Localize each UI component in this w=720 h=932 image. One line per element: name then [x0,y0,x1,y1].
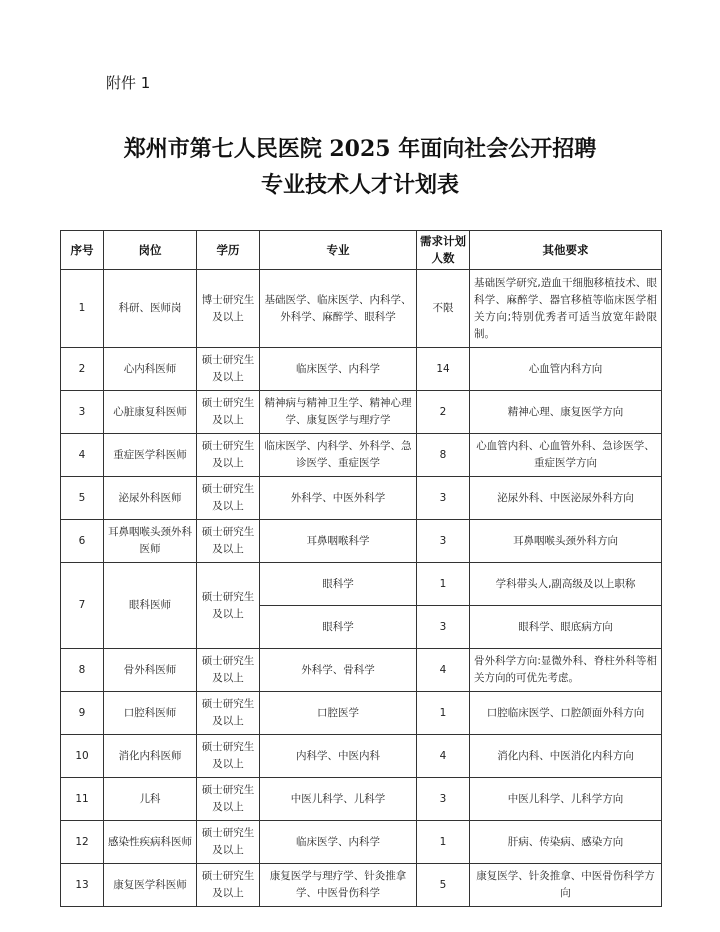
header-no: 序号 [61,231,104,270]
cell-major: 基础医学、临床医学、内科学、外科学、麻醉学、眼科学 [260,270,417,348]
cell-requirements: 消化内科、中医消化内科方向 [470,735,662,778]
document-title-line-1: 郑州市第七人民医院 2025 年面向社会公开招聘 [123,136,597,162]
cell-major: 外科学、骨科学 [260,649,417,692]
cell-position: 康复医学科医师 [104,864,197,907]
table-row [61,391,662,434]
table-row [61,477,662,520]
cell-no: 5 [61,477,104,520]
attachment-label: 附件 1 [106,74,151,92]
cell-quota: 1 [417,563,470,606]
cell-major: 中医儿科学、儿科学 [260,778,417,821]
cell-quota: 1 [417,692,470,735]
cell-position: 儿科 [104,778,197,821]
cell-position: 口腔科医师 [104,692,197,735]
cell-education: 硕士研究生及以上 [197,520,260,563]
cell-education: 硕士研究生及以上 [197,821,260,864]
header-major: 专业 [260,231,417,270]
cell-major: 内科学、中医内科 [260,735,417,778]
cell-education: 硕士研究生及以上 [197,391,260,434]
table-row [61,735,662,778]
cell-requirements: 精神心理、康复医学方向 [470,391,662,434]
cell-quota: 4 [417,649,470,692]
cell-requirements: 心血管内科、心血管外科、急诊医学、重症医学方向 [470,434,662,477]
table-row [61,821,662,864]
cell-quota: 14 [417,348,470,391]
table-row [61,864,662,907]
cell-major: 外科学、中医外科学 [260,477,417,520]
cell-quota: 不限 [417,270,470,348]
cell-requirements: 基础医学研究,造血干细胞移植技术、眼科学、麻醉学、器官移植等临床医学相关方向;特别优秀者可适当放宽年龄限制。 [470,270,662,348]
cell-education: 硕士研究生及以上 [197,348,260,391]
cell-requirements: 骨外科学方向:显微外科、脊柱外科等相关方向的可优先考虑。 [470,649,662,692]
cell-major: 临床医学、内科学 [260,348,417,391]
table-row [61,270,662,348]
cell-education: 硕士研究生及以上 [197,434,260,477]
cell-education: 博士研究生及以上 [197,270,260,348]
cell-position: 耳鼻咽喉头颈外科医师 [104,520,197,563]
cell-requirements: 学科带头人,副高级及以上职称 [470,563,662,606]
cell-major: 临床医学、内科学、外科学、急诊医学、重症医学 [260,434,417,477]
cell-requirements: 泌尿外科、中医泌尿外科方向 [470,477,662,520]
cell-no: 1 [61,270,104,348]
header-requirements: 其他要求 [470,231,662,270]
cell-position: 感染性疾病科医师 [104,821,197,864]
cell-major: 康复医学与理疗学、针灸推拿学、中医骨伤科学 [260,864,417,907]
cell-quota: 3 [417,606,470,649]
cell-requirements: 康复医学、针灸推拿、中医骨伤科学方向 [470,864,662,907]
header-education: 学历 [197,231,260,270]
cell-education: 硕士研究生及以上 [197,477,260,520]
cell-no: 12 [61,821,104,864]
table-row [61,649,662,692]
cell-major: 眼科学 [260,563,417,606]
header-quota: 需求计划人数 [417,231,470,270]
cell-education: 硕士研究生及以上 [197,649,260,692]
cell-requirements: 中医儿科学、儿科学方向 [470,778,662,821]
cell-major: 精神病与精神卫生学、精神心理学、康复医学与理疗学 [260,391,417,434]
cell-quota: 5 [417,864,470,907]
cell-education: 硕士研究生及以上 [197,778,260,821]
cell-education: 硕士研究生及以上 [197,692,260,735]
cell-position: 心内科医师 [104,348,197,391]
cell-position: 眼科医师 [104,563,197,649]
cell-major: 耳鼻咽喉科学 [260,520,417,563]
cell-major: 口腔医学 [260,692,417,735]
document-title-line-2: 专业技术人才计划表 [260,172,459,198]
table-row [61,434,662,477]
cell-position: 科研、医师岗 [104,270,197,348]
cell-position: 消化内科医师 [104,735,197,778]
cell-no: 6 [61,520,104,563]
cell-quota: 1 [417,821,470,864]
cell-major: 临床医学、内科学 [260,821,417,864]
table-row [61,348,662,391]
table-header-row [61,231,662,270]
cell-requirements: 口腔临床医学、口腔颌面外科方向 [470,692,662,735]
cell-no: 10 [61,735,104,778]
cell-no: 9 [61,692,104,735]
cell-no: 8 [61,649,104,692]
cell-requirements: 耳鼻咽喉头颈外科方向 [470,520,662,563]
cell-major: 眼科学 [260,606,417,649]
cell-requirements: 心血管内科方向 [470,348,662,391]
cell-no: 4 [61,434,104,477]
cell-position: 重症医学科医师 [104,434,197,477]
cell-no: 13 [61,864,104,907]
cell-no: 7 [61,563,104,649]
cell-quota: 4 [417,735,470,778]
cell-requirements: 眼科学、眼底病方向 [470,606,662,649]
cell-position: 心脏康复科医师 [104,391,197,434]
table-row [61,520,662,563]
cell-quota: 2 [417,391,470,434]
cell-quota: 3 [417,778,470,821]
table-row [61,563,662,606]
cell-no: 11 [61,778,104,821]
table-row [61,778,662,821]
table-row [61,692,662,735]
recruitment-plan-table [60,230,662,907]
cell-no: 2 [61,348,104,391]
cell-education: 硕士研究生及以上 [197,864,260,907]
cell-quota: 3 [417,520,470,563]
cell-education: 硕士研究生及以上 [197,563,260,649]
cell-requirements: 肝病、传染病、感染方向 [470,821,662,864]
cell-quota: 3 [417,477,470,520]
cell-no: 3 [61,391,104,434]
header-position: 岗位 [104,231,197,270]
cell-position: 泌尿外科医师 [104,477,197,520]
cell-quota: 8 [417,434,470,477]
cell-position: 骨外科医师 [104,649,197,692]
cell-education: 硕士研究生及以上 [197,735,260,778]
